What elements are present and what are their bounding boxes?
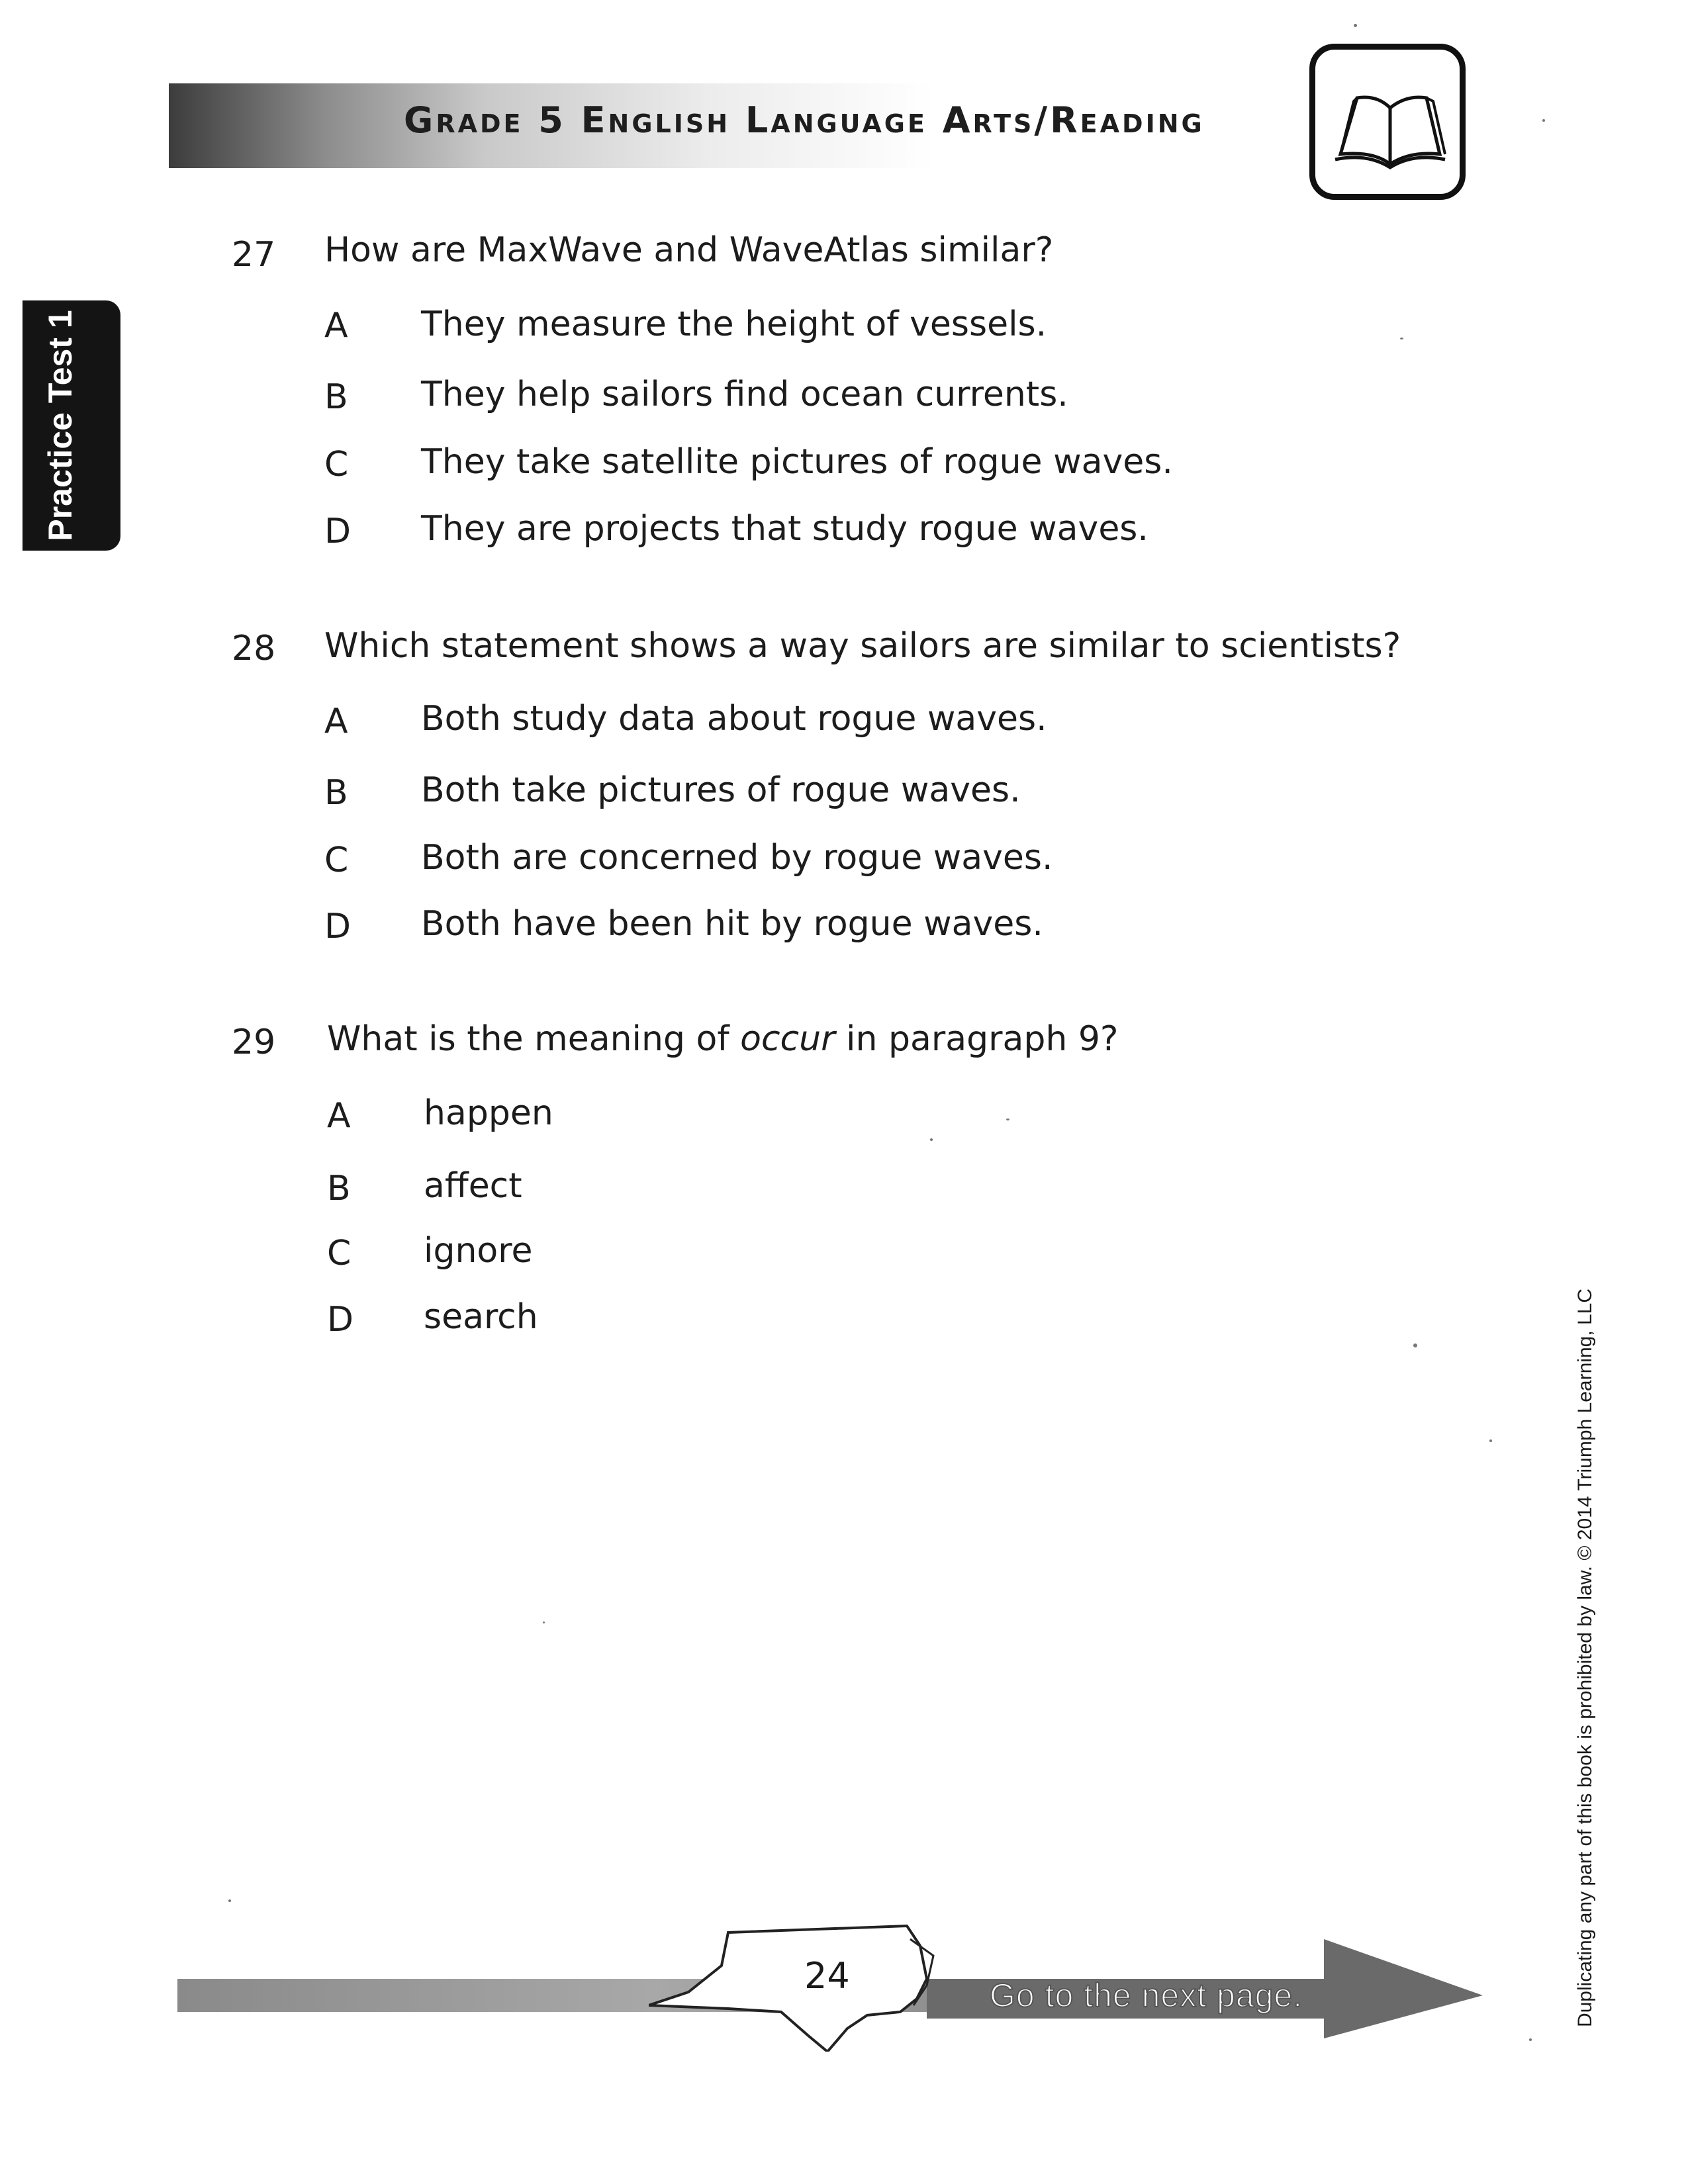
- copyright-notice: Duplicating any part of this book is prohibited by law. © 2014 Triumph Learning, LLC: [1574, 1288, 1596, 2028]
- question-stem: Which statement shows a way sailors are similar to scientists?: [324, 626, 1401, 666]
- option-letter: B: [327, 1169, 351, 1208]
- option-text: Both are concerned by rogue waves.: [421, 838, 1053, 878]
- open-book-icon: [1309, 44, 1466, 200]
- question-stem-end: in paragraph 9?: [835, 1019, 1119, 1059]
- option-text: They help sailors find ocean currents.: [421, 375, 1068, 414]
- option-letter: C: [324, 445, 349, 484]
- option-text: Both study data about rogue waves.: [421, 699, 1047, 739]
- question-stem: How are MaxWave and WaveAtlas similar?: [324, 230, 1054, 270]
- option-text: search: [424, 1297, 538, 1337]
- page-number: 24: [804, 1955, 850, 1997]
- option-letter: B: [324, 773, 348, 813]
- option-letter: B: [324, 377, 348, 417]
- option-text: Both have been hit by rogue waves.: [421, 904, 1043, 944]
- option-text: ignore: [424, 1231, 533, 1271]
- next-page-label: Go to the next page.: [990, 1977, 1303, 2014]
- question-number: 29: [232, 1023, 276, 1062]
- option-letter: C: [327, 1234, 352, 1273]
- question-stem: [327, 1019, 1119, 1059]
- option-letter: D: [324, 907, 352, 946]
- question-number: 27: [232, 235, 276, 275]
- option-text: They take satellite pictures of rogue waves.: [421, 442, 1173, 482]
- page-header-title: Grade 5 English Language Arts/Reading: [404, 99, 1205, 141]
- option-letter: C: [324, 841, 349, 880]
- question-number: 28: [232, 629, 276, 668]
- option-text: They are projects that study rogue waves.: [421, 509, 1149, 549]
- option-letter: A: [324, 702, 348, 741]
- option-text: They measure the height of vessels.: [421, 304, 1047, 344]
- option-text: Both take pictures of rogue waves.: [421, 770, 1021, 810]
- option-letter: D: [324, 512, 352, 551]
- practice-test-tab-label: Practice Test 1: [42, 310, 79, 541]
- option-letter: A: [324, 306, 348, 345]
- option-text: happen: [424, 1093, 553, 1133]
- north-carolina-map-icon: [649, 1919, 953, 2052]
- option-text: affect: [424, 1166, 522, 1206]
- option-letter: A: [327, 1096, 351, 1136]
- question-stem-start: What is the meaning of: [327, 1019, 741, 1059]
- option-letter: D: [327, 1300, 354, 1340]
- vocabulary-word: occur: [740, 1019, 835, 1059]
